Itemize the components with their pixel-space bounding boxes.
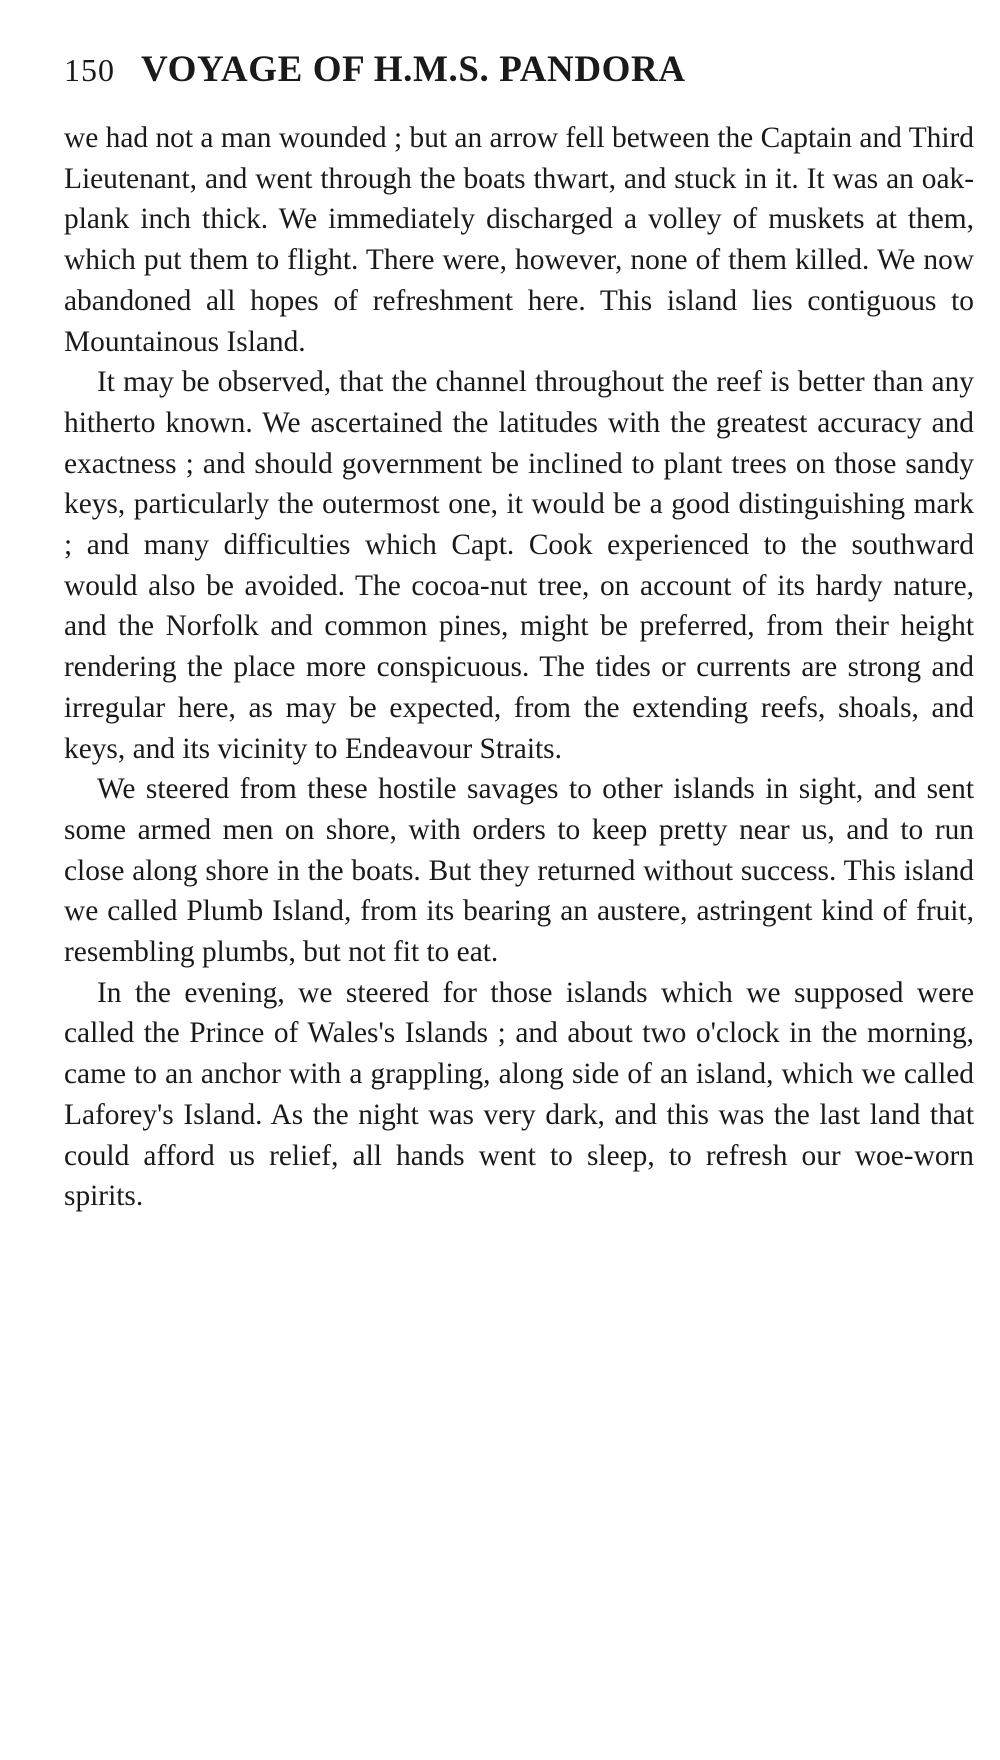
page-number: 150 <box>64 52 115 88</box>
body-text <box>64 118 974 1217</box>
paragraph-laforeys-island: In the evening, we steered for those islands which we supposed were called the Prince of Wales's Islands ; and about two o'clock in the morning, came to an anchor with a grappling, along side of an island, which we called Laforey's Island. As the night was very dark, and this was the last land that could afford us relief, all hands went to sleep, to refresh our woe-worn spirits. <box>64 976 974 1213</box>
running-title: VOYAGE OF H.M.S. PANDORA <box>141 49 686 90</box>
page-header <box>64 48 974 108</box>
paragraph-plumb-island: We steered from these hostile savages to other islands in sight, and sent some armed men on shore, with orders to keep pretty near us, and to run close along shore in the boats. But they returned without success. This island we called Plumb Island, from its bearing an austere, astringent kind of fruit, resembling plumbs, but not fit to eat. <box>64 773 974 969</box>
paragraph-channel: It may be observed, that the channel throughout the reef is better than any hitherto known. We ascertained the latitudes with the greatest accuracy and exactness ; and should government be inclined to plant trees on those sandy keys, particularly the outermost one, it would be a good distinguishing mark ; and many difficulties which Capt. Cook experienced to the southward would also be avoided. The cocoa-nut tree, on account of its hardy nature, and the Norfolk and common pines, might be preferred, from their height rendering the place more conspicuous. The tides or currents are strong and irregular here, as may be expected, from the extending reefs, shoals, and keys, and its vicinity to Endeavour Straits. <box>64 366 974 765</box>
paragraph-continued: we had not a man wounded ; but an arrow fell between the Captain and Third Lieutenant, and went through the boats thwart, and stuck in it. It was an oak-plank inch thick. We immediately discharged a volley of muskets at them, which put them to flight. There were, however, none of them killed. We now abandoned all hopes of refreshment here. This island lies contiguous to Mountainous Island. <box>64 122 974 358</box>
book-page <box>64 48 974 1217</box>
